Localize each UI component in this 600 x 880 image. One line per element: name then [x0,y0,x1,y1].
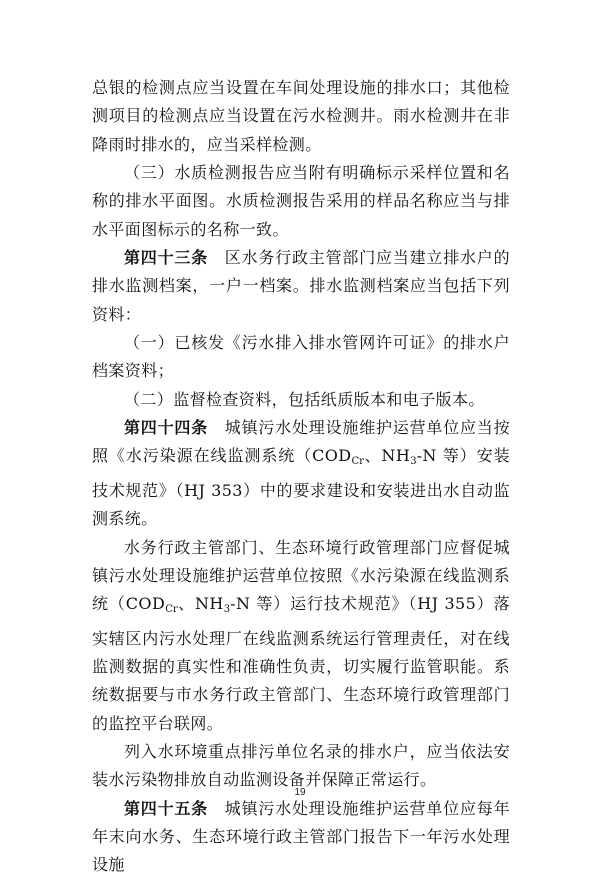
page-number: 19 [294,787,306,798]
subscript-3: 3 [410,456,417,468]
article-43 [92,244,510,329]
article-45-text: 城镇污水处理设施维护运营单位应每年年末向水务、生态环境行政主管部门报告下一年污水处理设施 [92,798,510,875]
article-44-heading: 第四十四条 [124,418,208,438]
article-44-paragraph-2 [92,534,510,738]
article-44-text-a: 城镇污水处理设施维护运营单位应当按照《水污染源在线监测系统（COD [92,418,510,466]
article-45 [92,795,510,880]
article-43-item-2: （二）监督检查资料，包括纸质版本和电子版本。 [124,389,485,409]
subscript-cr: Cr [165,604,178,616]
subscript-cr: Cr [351,456,364,468]
article-44-text-c: -N 等）安装技术规范》（HJ 353）中的要求建设和安装进出水自动监测系统。 [92,446,511,529]
article-43-text: 区水务行政主管部门应当建立排水户的排水监测档案，一户一档案。排水监测档案应当包括下列资料： [92,248,510,324]
article-44-p2-text-b: 、NH [177,594,224,614]
subscript-3: 3 [223,604,231,616]
article-44 [92,414,510,533]
article-44-paragraph-3: 列入水环境重点排污单位名录的排水户，应当依法安装水污染物排放自动监测设备并保障正常运行。 [92,741,510,790]
article-45-heading: 第四十五条 [124,798,208,818]
article-44-p2-text-a: 水务行政主管部门、生态环境行政管理部门应督促城镇污水处理设施维护运营单位按照《水污染源在线监测系统（COD [92,537,510,614]
paragraph-item-3: （三）水质检测报告应当附有明确标示采样位置和名称的排水平面图。水质检测报告采用的样品名称应当与排水平面图标示的名称一致。 [92,163,510,239]
article-44-p2-text-c: -N 等）运行技术规范》（HJ 355）落实辖区内污水处理厂在线监测系统运行管理责任，对在线监测数据的真实性和准确性负责，切实履行监管职能。系统数据要与市水务行政主管部门、生态环境行政管理部门的监控平台联网。 [92,594,510,733]
body-text [92,74,510,880]
article-44-text-b: 、NH [363,446,411,466]
paragraph-continuation: 总银的检测点应当设置在车间处理设施的排水口；其他检测项目的检测点应当设置在污水检测井。雨水检测井在非降雨时排水的，应当采样检测。 [92,78,510,154]
article-43-item-1: （一）已核发《污水排入排水管网许可证》的排水户档案资料； [92,333,510,381]
article-43-heading: 第四十三条 [124,248,208,268]
